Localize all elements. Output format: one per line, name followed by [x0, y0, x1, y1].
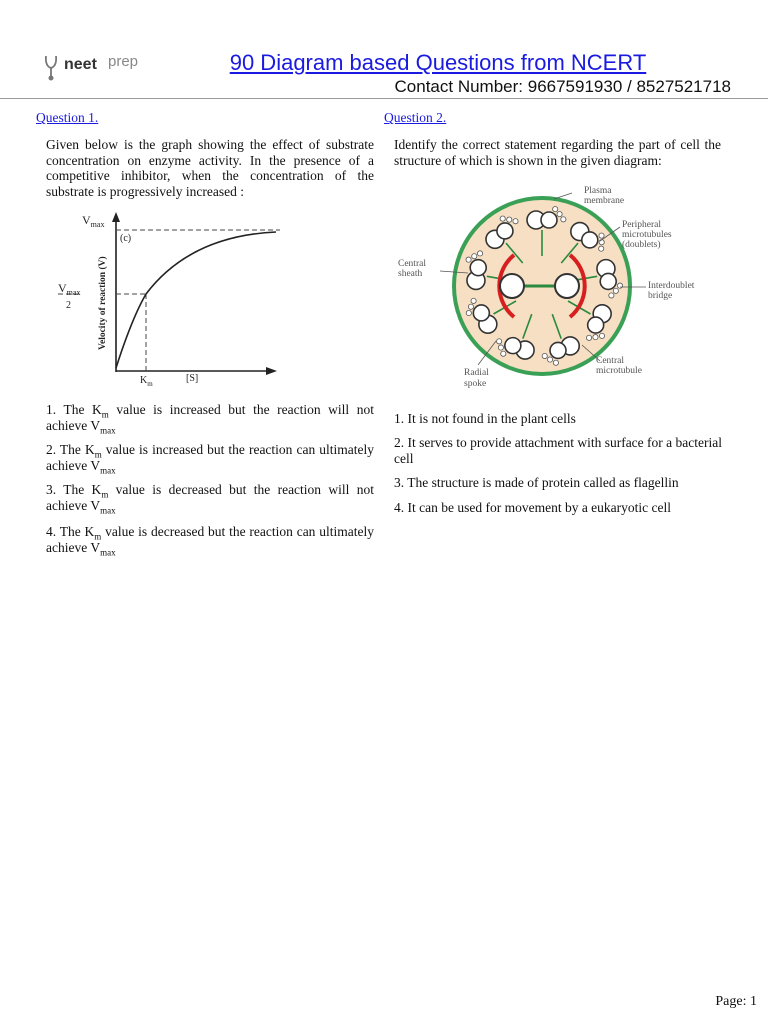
peripheral-microtubules-label: Peripheral microtubules (doublets) [622, 220, 672, 250]
question-1-option-4[interactable]: 4. The $K_m$ value is decreased but the reaction can ultimately achieve $V_{max}$ [46, 524, 374, 558]
dynein-arm-dot [599, 333, 604, 338]
interdoublet-bridge-label: Interdoublet bridge [648, 281, 695, 301]
enzyme-kinetics-graph [50, 208, 290, 393]
dynein-arm-dot [507, 217, 512, 222]
dynein-arm-dot [466, 257, 471, 262]
dynein-arm-dot [497, 339, 502, 344]
dynein-arm-dot [472, 254, 477, 259]
y-axis-label: Velocity of reaction (V) [98, 256, 108, 350]
dynein-arm-dot [542, 353, 547, 358]
dynein-arm-dot [553, 360, 558, 365]
question-1-option-2[interactable]: 2. The $K_m$ value is increased but the reaction can ultimately achieve $V_{max}$ [46, 442, 374, 476]
dynein-arm-dot [557, 212, 562, 217]
question-2-option-1[interactable]: 1. It is not found in the plant cells [394, 411, 576, 426]
peripheral-doublet-b [470, 260, 486, 276]
central-sheath-label: Central sheath [398, 259, 426, 279]
question-1-text: Given below is the graph showing the effect of substrate concentration on enzyme activity. In the presence of a competitive inhibitor, when the concentration of the substrate is progressively increased : [46, 137, 374, 199]
header-divider [0, 98, 768, 99]
question-1-option-3[interactable]: 3. The $K_m$ value is decreased but the reaction will not achieve $V_{max}$ [46, 482, 374, 516]
peripheral-doublet-b [505, 338, 521, 354]
dynein-arm-dot [561, 217, 566, 222]
question-2-option-3[interactable]: 3. The structure is made of protein called as flagellin [394, 475, 679, 490]
dynein-arm-dot [599, 240, 604, 245]
dynein-arm-dot [477, 251, 482, 256]
dynein-arm-dot [553, 207, 558, 212]
question-2-text: Identify the correct statement regarding the part of cell the structure of which is shown in the given diagram: [394, 137, 721, 168]
page-title[interactable]: 90 Diagram based Questions from NCERT [229, 50, 647, 75]
peripheral-doublet-b [588, 317, 604, 333]
central-microtubule-label: Central microtubule [596, 356, 642, 376]
question-2-option-4[interactable]: 4. It can be used for movement by a eukaryotic cell [394, 500, 672, 515]
cilium-cross-section-diagram [392, 183, 722, 395]
peripheral-doublet-b [600, 273, 616, 289]
radial-spoke-label: Radial spoke [464, 368, 489, 389]
dynein-arm-dot [609, 293, 614, 298]
dynein-arm-dot [466, 310, 471, 315]
half-vmax-numerator: $V_{max}$ [58, 281, 81, 297]
dynein-arm-dot [586, 335, 591, 340]
dynein-arm-dot [500, 216, 505, 221]
page-number: Page: 1 [715, 994, 757, 1009]
question-1-link[interactable]: Question 1. [36, 110, 99, 125]
km-label: $K_m$ [140, 375, 153, 388]
dynein-arm-dot [498, 345, 503, 350]
dynein-arm-dot [617, 283, 622, 288]
dynein-arm-dot [513, 219, 518, 224]
contact-number: Contact Number: 9667591930 / 8527521718 [394, 77, 731, 96]
peripheral-doublet-b [497, 223, 513, 239]
dynein-arm-dot [471, 298, 476, 303]
dynein-arm-dot [547, 357, 552, 362]
dynein-arm-dot [593, 335, 598, 340]
peripheral-doublet-b [550, 342, 566, 358]
dynein-arm-dot [468, 304, 473, 309]
question-1-option-1[interactable]: 1. The $K_m$ value is increased but the reaction will not achieve $V_{max}$ [46, 402, 374, 436]
logo-prep-text: prep [108, 53, 139, 70]
peripheral-doublet-b [473, 305, 489, 321]
half-vmax-denominator: 2 [66, 300, 71, 311]
plasma-membrane-label: Plasma membrane [584, 186, 625, 206]
peripheral-doublet-b [582, 232, 598, 248]
dynein-arm-dot [501, 351, 506, 356]
curve-label: (c) [120, 233, 132, 244]
dynein-arm-dot [613, 288, 618, 293]
logo-neet-text: neet [64, 56, 97, 73]
dynein-arm-dot [599, 246, 604, 251]
dynein-arm-dot [599, 233, 604, 238]
question-2-option-2[interactable]: 2. It serves to provide attachment with surface for a bacterial cell [394, 435, 722, 466]
peripheral-doublet-b [541, 212, 557, 228]
question-2-link[interactable]: Question 2. [384, 110, 447, 125]
vmax-label: $V_{max}$ [82, 213, 105, 229]
x-axis-label: [S] [186, 373, 199, 384]
